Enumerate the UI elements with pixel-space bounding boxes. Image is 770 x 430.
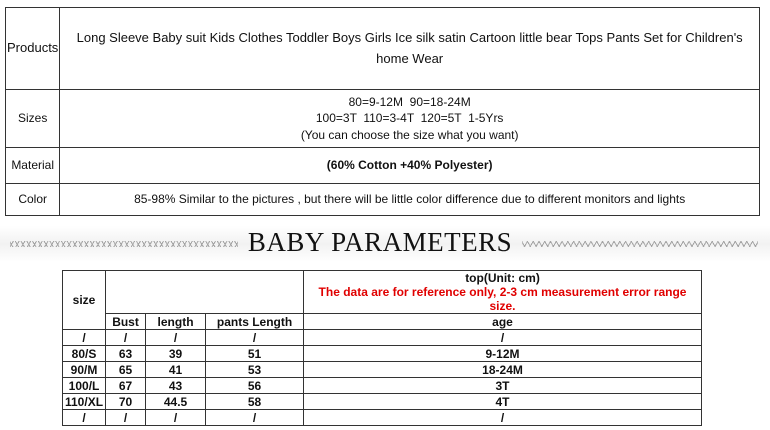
- table-cell: 65: [106, 362, 146, 378]
- table-cell: 9-12M: [304, 346, 702, 362]
- table-cell: 100/L: [63, 378, 106, 394]
- table-cell: /: [206, 330, 304, 346]
- info-row-material: [6, 148, 760, 184]
- table-cell: /: [146, 330, 206, 346]
- sizes-line: (You can choose the size what you want): [300, 127, 519, 142]
- info-label: Products: [6, 8, 60, 90]
- info-row-color: [6, 184, 760, 216]
- table-cell: 3T: [304, 378, 702, 394]
- table-cell: 56: [206, 378, 304, 394]
- table-cell: /: [106, 330, 146, 346]
- table-cell: 39: [146, 346, 206, 362]
- table-cell: /: [304, 330, 702, 346]
- table-row: [63, 346, 702, 362]
- table-row: [63, 330, 702, 346]
- measurement-note: The data are for reference only, 2-3 cm measurement error range size.: [318, 285, 687, 313]
- size-chart-table: [62, 270, 702, 426]
- table-cell: 53: [206, 362, 304, 378]
- table-cell: /: [304, 410, 702, 426]
- baby-parameters-banner: [0, 226, 770, 262]
- table-row: [63, 394, 702, 410]
- table-cell: 18-24M: [304, 362, 702, 378]
- table-cell: 70: [106, 394, 146, 410]
- table-cell: 67: [106, 378, 146, 394]
- zigzag-divider-right: [522, 241, 758, 247]
- table-row: [63, 378, 702, 394]
- unit-header: [304, 271, 702, 314]
- product-info-table: [5, 7, 760, 216]
- table-cell: 43: [146, 378, 206, 394]
- table-row: [63, 410, 702, 426]
- info-label: Material: [6, 148, 60, 184]
- info-label: Sizes: [6, 90, 60, 148]
- table-cell: /: [106, 410, 146, 426]
- column-header-age: age: [304, 314, 702, 330]
- column-header-bust: Bust: [106, 314, 146, 330]
- size-chart-column-row: [63, 314, 702, 330]
- table-cell: 44.5: [146, 394, 206, 410]
- table-cell: /: [63, 410, 106, 426]
- table-cell: /: [63, 330, 106, 346]
- info-row-sizes: [6, 90, 760, 148]
- size-chart-header-row: [63, 271, 702, 314]
- column-header-pants-length: pants Length: [206, 314, 304, 330]
- sizes-line: 100=3T 110=3-4T 120=5T 1-5Yrs: [315, 111, 504, 126]
- table-cell: 51: [206, 346, 304, 362]
- unit-label: top(Unit: cm): [465, 271, 540, 285]
- sizes-line: 80=9-12M 90=18-24M: [348, 95, 471, 110]
- sizes-value: [60, 90, 760, 148]
- table-cell: 4T: [304, 394, 702, 410]
- banner-title: BABY PARAMETERS: [247, 227, 513, 257]
- material-value: (60% Cotton +40% Polyester): [60, 148, 760, 184]
- color-value: 85-98% Similar to the pictures , but there will be little color difference due to different monitors and lights: [60, 184, 760, 216]
- table-cell: /: [206, 410, 304, 426]
- table-row: [63, 362, 702, 378]
- info-label: Color: [6, 184, 60, 216]
- size-header: size: [63, 271, 106, 330]
- zigzag-divider-left: [10, 241, 238, 247]
- product-title: Long Sleeve Baby suit Kids Clothes Toddler Boys Girls Ice silk satin Cartoon little bear Tops Pants Set for Children's home Wear: [60, 8, 760, 90]
- table-cell: 63: [106, 346, 146, 362]
- table-cell: 80/S: [63, 346, 106, 362]
- table-cell: 41: [146, 362, 206, 378]
- column-header-length: length: [146, 314, 206, 330]
- info-row-products: [6, 8, 760, 90]
- blank-header-cell: [106, 271, 304, 314]
- table-cell: 90/M: [63, 362, 106, 378]
- table-cell: 58: [206, 394, 304, 410]
- table-cell: 110/XL: [63, 394, 106, 410]
- table-cell: /: [146, 410, 206, 426]
